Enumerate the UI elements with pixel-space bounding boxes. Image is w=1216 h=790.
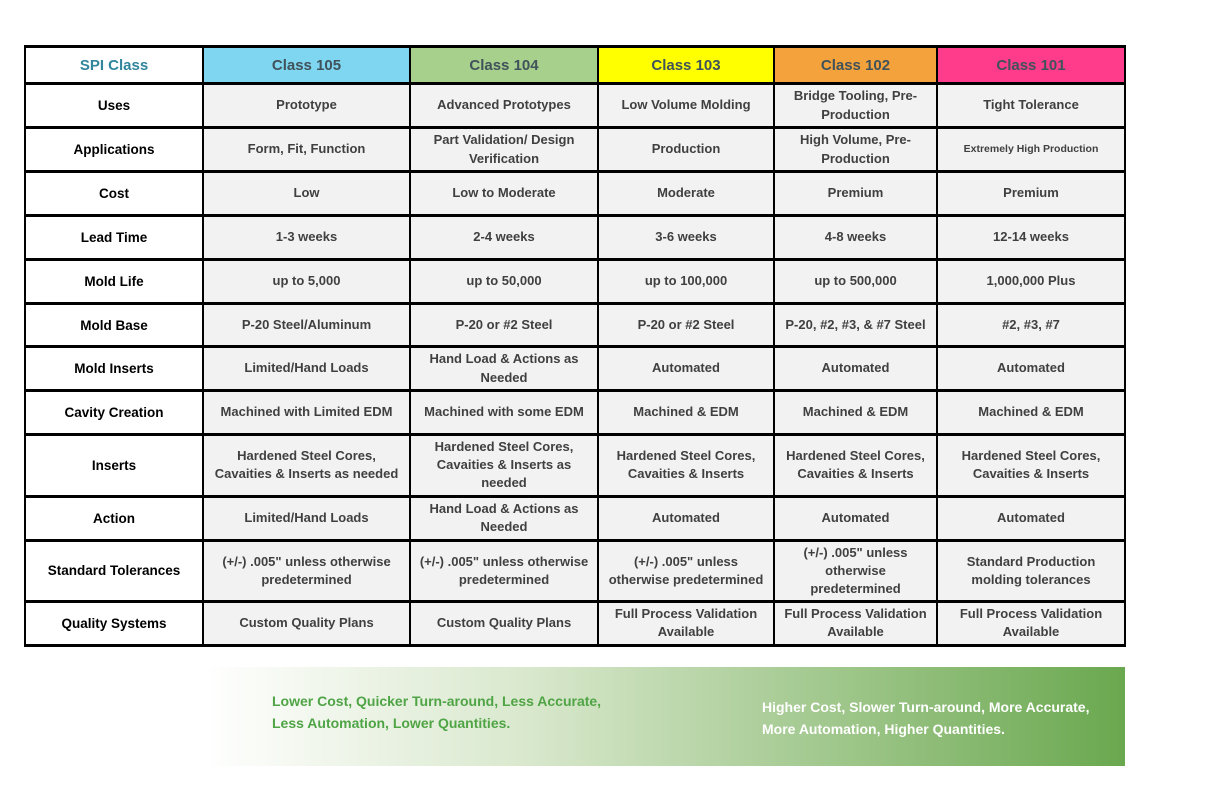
- table-cell: High Volume, Pre-Production: [774, 128, 937, 172]
- table-cell: Standard Production molding tolerances: [937, 540, 1125, 602]
- table-cell: Automated: [774, 496, 937, 540]
- table-cell: Form, Fit, Function: [203, 128, 410, 172]
- table-cell: Full Process Validation Available: [598, 602, 774, 645]
- table-cell: (+/-) .005" unless otherwise predetermined: [203, 540, 410, 602]
- table-cell: Premium: [774, 172, 937, 216]
- table-cell: Bridge Tooling, Pre-Production: [774, 84, 937, 128]
- table-cell: Hardened Steel Cores, Cavaities & Inserts: [598, 435, 774, 497]
- table-cell: Machined with Limited EDM: [203, 391, 410, 435]
- table-cell: Low to Moderate: [410, 172, 598, 216]
- table-cell: (+/-) .005" unless otherwise predetermined: [774, 540, 937, 602]
- table-cell: Machined with some EDM: [410, 391, 598, 435]
- table-row: [25, 304, 1125, 347]
- table-row: [25, 602, 1125, 645]
- table-cell: 1-3 weeks: [203, 216, 410, 260]
- table-cell: Full Process Validation Available: [937, 602, 1125, 645]
- table-cell: Custom Quality Plans: [203, 602, 410, 645]
- table-row: [25, 435, 1125, 497]
- row-label-inserts: Inserts: [25, 435, 203, 497]
- table-cell: Hand Load & Actions as Needed: [410, 347, 598, 391]
- table-cell: Full Process Validation Available: [774, 602, 937, 645]
- table-row: [25, 391, 1125, 435]
- table-cell: Automated: [774, 347, 937, 391]
- table-cell: Limited/Hand Loads: [203, 496, 410, 540]
- table-row: [25, 128, 1125, 172]
- banner-lower-cost-text: Lower Cost, Quicker Turn-around, Less Accurate, Less Automation, Lower Quantities.: [272, 693, 602, 731]
- banner-higher-cost-text: Higher Cost, Slower Turn-around, More Accurate, More Automation, Higher Quantities.: [762, 699, 1090, 737]
- table-cell: Premium: [937, 172, 1125, 216]
- table-cell: Part Validation/ Design Verification: [410, 128, 598, 172]
- table-row: [25, 260, 1125, 304]
- table-cell: up to 500,000: [774, 260, 937, 304]
- table-cell: Machined & EDM: [598, 391, 774, 435]
- row-label-mold-life: Mold Life: [25, 260, 203, 304]
- table-cell: P-20, #2, #3, & #7 Steel: [774, 304, 937, 347]
- column-header-class-101: Class 101: [937, 47, 1125, 84]
- table-cell: (+/-) .005" unless otherwise predetermined: [598, 540, 774, 602]
- table-cell: Automated: [937, 496, 1125, 540]
- table-cell: Extremely High Production: [937, 128, 1125, 172]
- row-label-lead-time: Lead Time: [25, 216, 203, 260]
- table-cell: up to 5,000: [203, 260, 410, 304]
- corner-header-spi-class: SPI Class: [25, 47, 203, 84]
- table-cell: #2, #3, #7: [937, 304, 1125, 347]
- row-label-standard-tolerances: Standard Tolerances: [25, 540, 203, 602]
- table-cell: Machined & EDM: [937, 391, 1125, 435]
- table-cell: 2-4 weeks: [410, 216, 598, 260]
- table-cell: 12-14 weeks: [937, 216, 1125, 260]
- table-cell: Low Volume Molding: [598, 84, 774, 128]
- table-cell: Production: [598, 128, 774, 172]
- table-cell: Machined & EDM: [774, 391, 937, 435]
- table-cell: Advanced Prototypes: [410, 84, 598, 128]
- table-cell: Hardened Steel Cores, Cavaities & Inserts: [774, 435, 937, 497]
- table-cell: 1,000,000 Plus: [937, 260, 1125, 304]
- table-cell: Automated: [598, 347, 774, 391]
- table-cell: Hardened Steel Cores, Cavaities & Inserts as needed: [410, 435, 598, 497]
- table-row: [25, 540, 1125, 602]
- table-header-row: [25, 47, 1125, 84]
- table-cell: Hardened Steel Cores, Cavaities & Inserts: [937, 435, 1125, 497]
- table-cell: Hand Load & Actions as Needed: [410, 496, 598, 540]
- table-cell: 4-8 weeks: [774, 216, 937, 260]
- table-cell: Tight Tolerance: [937, 84, 1125, 128]
- table-cell: up to 50,000: [410, 260, 598, 304]
- row-label-cost: Cost: [25, 172, 203, 216]
- table-cell: 3-6 weeks: [598, 216, 774, 260]
- table-row: [25, 216, 1125, 260]
- column-header-class-105: Class 105: [203, 47, 410, 84]
- row-label-quality-systems: Quality Systems: [25, 602, 203, 645]
- table-cell: P-20 or #2 Steel: [410, 304, 598, 347]
- row-label-cavity-creation: Cavity Creation: [25, 391, 203, 435]
- table-cell: Limited/Hand Loads: [203, 347, 410, 391]
- table-row: [25, 172, 1125, 216]
- column-header-class-103: Class 103: [598, 47, 774, 84]
- table-cell: Hardened Steel Cores, Cavaities & Inserts as needed: [203, 435, 410, 497]
- row-label-action: Action: [25, 496, 203, 540]
- row-label-applications: Applications: [25, 128, 203, 172]
- table-cell: Custom Quality Plans: [410, 602, 598, 645]
- cost-comparison-banner: [205, 667, 1125, 766]
- row-label-mold-inserts: Mold Inserts: [25, 347, 203, 391]
- table-cell: Moderate: [598, 172, 774, 216]
- table-cell: P-20 Steel/Aluminum: [203, 304, 410, 347]
- table-row: [25, 496, 1125, 540]
- table-body: [25, 84, 1125, 646]
- spi-table: [24, 45, 1126, 647]
- table-cell: (+/-) .005" unless otherwise predetermined: [410, 540, 598, 602]
- row-label-mold-base: Mold Base: [25, 304, 203, 347]
- table-cell: up to 100,000: [598, 260, 774, 304]
- table-cell: P-20 or #2 Steel: [598, 304, 774, 347]
- table-cell: Automated: [937, 347, 1125, 391]
- table-cell: Low: [203, 172, 410, 216]
- column-header-class-104: Class 104: [410, 47, 598, 84]
- column-header-class-102: Class 102: [774, 47, 937, 84]
- table-row: [25, 84, 1125, 128]
- table-cell: Automated: [598, 496, 774, 540]
- table-row: [25, 347, 1125, 391]
- row-label-uses: Uses: [25, 84, 203, 128]
- table-cell: Prototype: [203, 84, 410, 128]
